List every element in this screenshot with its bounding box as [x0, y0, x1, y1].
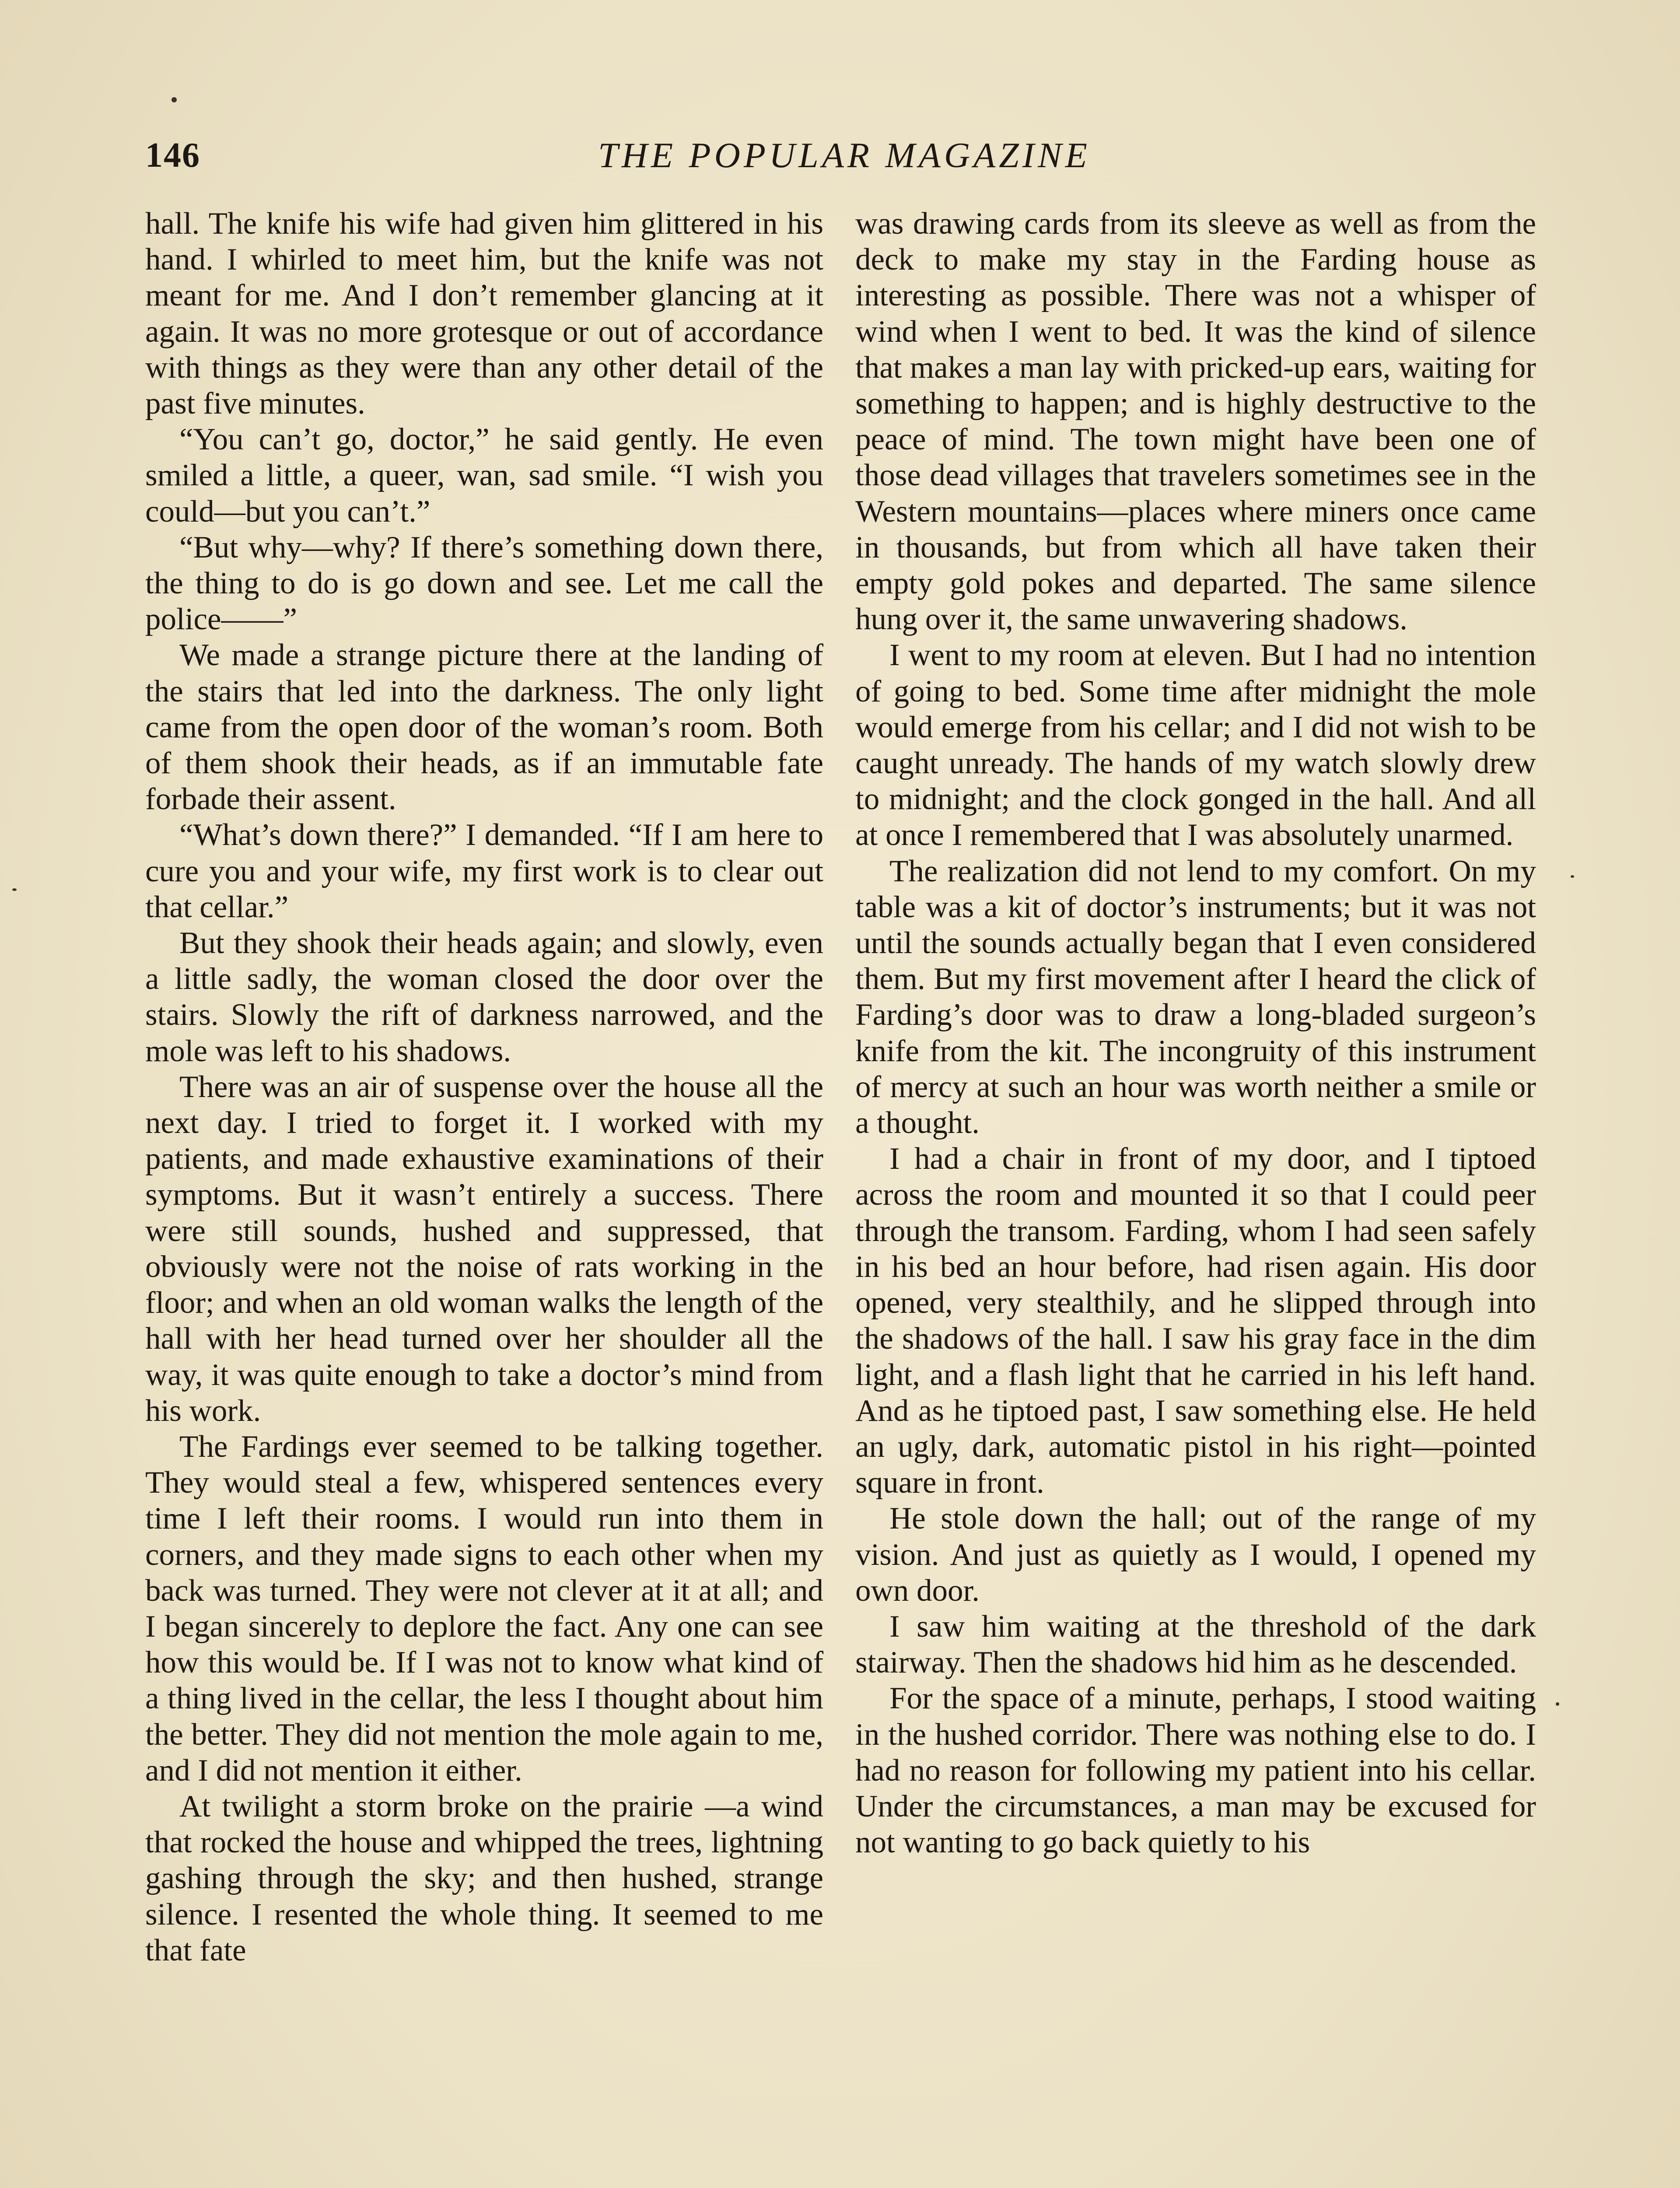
paragraph: At twilight a storm broke on the prairie —a wind that rocked the house and whipped the trees, lightning gashing through the sky; and then hushed, strange silence. I resented the whole thing. It seemed to me that fate — [145, 1789, 823, 1967]
running-head: THE POPULAR MAGAZINE — [598, 135, 1091, 175]
print-speck — [1556, 1702, 1559, 1706]
paragraph: We made a strange picture there at the landing of the stairs that led into the darkness. The only light came from the open door of the woman’s room. Both of them shook their heads, as if an immutable fate forbade their assent. — [145, 638, 823, 817]
paragraph: The Fardings ever seemed to be talking together. They would steal a few, whispered sentences every time I left their rooms. I would run into them in corners, and they made signs to each other when my back was turned. They were not clever at it at all; and I began sincerely to deplore the fact. Any one can see how this would be. If I was not to know what kind of a thing lived in the cellar, the less I thought about him the better. They did not mention the mole again to me, and I did not mention it either. — [145, 1429, 823, 1788]
paragraph: There was an air of suspense over the house all the next day. I tried to forget it. I worked with my patients, and made exhaustive examinations of their symptoms. But it wasn’t entirely a success. There were still sounds, hushed and suppressed, that obviously were not the noise of rats working in the floor; and when an old woman walks the length of the hall with her head turned over her shoulder all the way, it was quite enough to take a doctor’s mind from his work. — [145, 1069, 823, 1428]
paragraph: “You can’t go, doctor,” he said gently. He even smiled a little, a queer, wan, sad smile. “I wish you could—but you can’t.” — [145, 422, 823, 529]
paragraph: I had a chair in front of my door, and I tiptoed across the room and mounted it so that I could peer through the transom. Farding, whom I had seen safely in his bed an hour before, had risen again. His door opened, very stealthily, and he slipped through into the shadows of the hall. I saw his gray face in the dim light, and a flash light that he carried in his left hand. And as he tiptoed past, I saw something else. He held an ugly, dark, automatic pistol in his right—pointed square in front. — [855, 1142, 1536, 1500]
paragraph: He stole down the hall; out of the range of my vision. And just as quietly as I would, I opened my own door. — [855, 1501, 1536, 1608]
paragraph: was drawing cards from its sleeve as well as from the deck to make my stay in the Farding house as interesting as possible. There was not a whisper of wind when I went to bed. It was the kind of silence that makes a man lay with pricked-up ears, waiting for something to happen; and is highly destructive to the peace of mind. The town might have been one of those dead villages that travelers sometimes see in the Western mountains—places where miners once came in thousands, but from which all have taken their empty gold pokes and departed. The same silence hung over it, the same unwavering shadows. — [855, 207, 1536, 637]
paragraph: “But why—why? If there’s something down there, the thing to do is go down and see. Let me call the police——” — [145, 530, 823, 637]
page-header — [0, 131, 1680, 184]
left-column — [145, 206, 823, 1968]
paragraph: I went to my room at eleven. But I had no intention of going to bed. Some time after midnight the mole would emerge from his cellar; and I did not wish to be caught unready. The hands of my watch slowly drew to midnight; and the clock gonged in the hall. And all at once I remembered that I was absolutely unarmed. — [855, 638, 1536, 852]
paragraph: I saw him waiting at the threshold of the dark stairway. Then the shadows hid him as he descended. — [855, 1609, 1536, 1680]
print-speck — [1571, 875, 1574, 878]
print-speck — [12, 888, 17, 891]
paragraph: For the space of a minute, perhaps, I stood waiting in the hushed corridor. There was nothing else to do. I had no reason for following my patient into his cellar. Under the circumstances, a man may be excused for not wanting to go back quietly to his — [855, 1681, 1536, 1860]
page-number: 146 — [145, 136, 200, 175]
print-speck — [172, 97, 177, 102]
paragraph: But they shook their heads again; and slowly, even a little sadly, the woman closed the door over the stairs. Slowly the rift of darkness narrowed, and the mole was left to his shadows. — [145, 926, 823, 1068]
paragraph: “What’s down there?” I demanded. “If I am here to cure you and your wife, my first work is to clear out that cellar.” — [145, 818, 823, 924]
paragraph: The realization did not lend to my comfort. On my table was a kit of doctor’s instruments; but it was not until the sounds actually began that I even considered them. But my first movement after I heard the click of Farding’s door was to draw a long-bladed surgeon’s knife from the kit. The incongruity of this instrument of mercy at such an hour was worth neither a smile or a thought. — [855, 854, 1536, 1140]
paragraph: hall. The knife his wife had given him glittered in his hand. I whirled to meet him, but the knife was not meant for me. And I don’t remember glancing at it again. It was no more grotesque or out of accordance with things as they were than any other detail of the past five minutes. — [145, 207, 823, 421]
right-column — [855, 206, 1536, 1860]
